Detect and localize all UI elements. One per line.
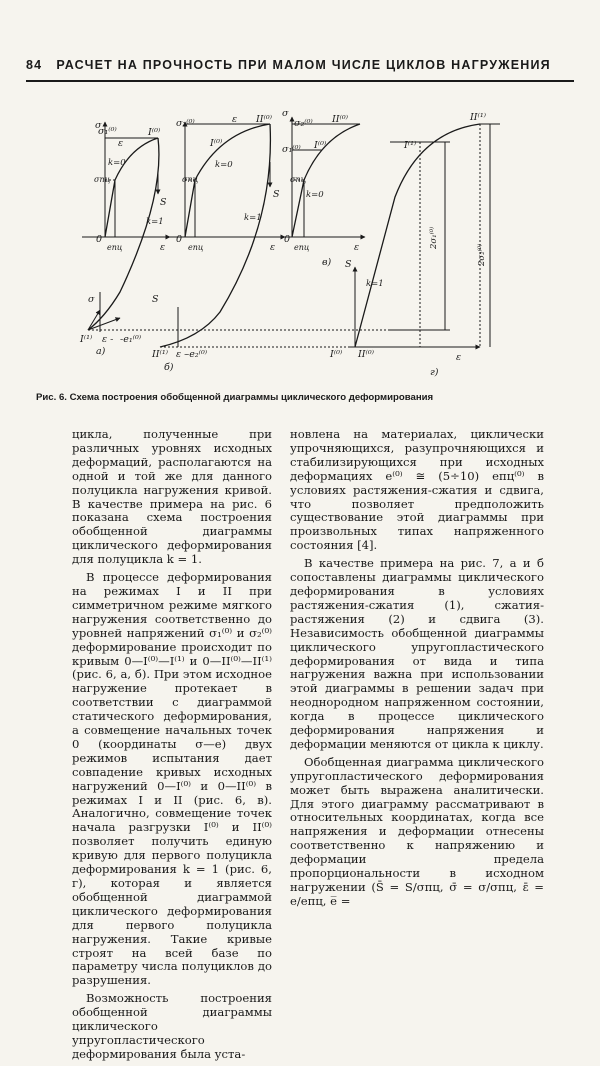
label-a-I1: I⁽¹⁾ — [80, 334, 93, 345]
label-b-neg-e2: -e₂⁽⁰⁾ — [186, 349, 208, 360]
label-a-epc: eпц — [107, 243, 123, 252]
right-column — [290, 428, 544, 913]
running-title: РАСЧЕТ НА ПРОЧНОСТЬ ПРИ МАЛОМ ЧИСЛЕ ЦИКЛОВ НАГРУЖЕНИЯ — [56, 58, 551, 72]
label-v-I0: I⁽⁰⁾ — [314, 140, 327, 151]
label-g-S: S — [345, 259, 352, 270]
curve-g-unified — [355, 124, 480, 347]
label-a-e: ε — [118, 138, 124, 149]
label-b-sigma: σ₂⁽⁰⁾ — [176, 118, 195, 129]
label-g-II1: II⁽¹⁾ — [470, 112, 486, 123]
right-paragraph-3: Обобщенная диаграмма циклического упругопластического деформирования может быть выражена аналитически. Для этого диаграмму рассматривают в относительных координатах, когда все напряжения и деформации отнесены соответственно к напряжению и деформации предела пропорциональности в исходном нагружении (S̄ = S/σпц, σ̄ = σ/σпц, ε̄ = e/eпц, e̅ = — [290, 754, 544, 908]
left-column — [72, 428, 272, 1066]
label-v-spc: σпц — [290, 175, 307, 184]
label-panel-g: г) — [430, 367, 439, 378]
header-rule — [26, 80, 574, 82]
label-b-I0: I⁽⁰⁾ — [210, 138, 223, 149]
label-g-II0: II⁽⁰⁾ — [358, 349, 374, 360]
label-b-e-axis: ε — [270, 242, 276, 253]
right-paragraph-1: новлена на материалах, циклически упрочняющихся, разупрочняющихся и стабилизирующихся при исходных деформациях e⁽⁰⁾ ≅ (5÷10) eпц⁽⁰⁾ в условиях растяжения-сжатия и сдвига, что позволяет предположить существование этой диаграммы при произвольных типах напряженного состояния [4]. — [290, 427, 544, 553]
label-g-2s2: 2σ₂⁽⁰⁾ — [477, 243, 487, 266]
label-a-neg-e1: -e₁⁽⁰⁾ — [120, 334, 142, 345]
left-paragraph-3: Возможность построения обобщенной диаграммы циклического упругопластического деформирования была уста- — [72, 991, 272, 1061]
label-b-spc: σпц — [182, 175, 199, 184]
label-panel-a: а) — [96, 346, 106, 357]
label-v-k0: k=0 — [306, 190, 324, 200]
label-a-neg-e: ε - — [102, 334, 114, 345]
label-b-e: ε — [232, 114, 238, 125]
label-v-epc: eпц — [294, 243, 310, 252]
label-b-neg-e: ε - — [176, 349, 188, 360]
label-b-k0: k=0 — [215, 160, 233, 170]
label-b-epc: eпц — [188, 243, 204, 252]
label-b-S: S — [273, 189, 280, 200]
label-a-zero: 0 — [96, 234, 103, 245]
label-v-zero: 0 — [284, 234, 291, 245]
label-v-sigma1: σ₁⁽⁰⁾ — [282, 144, 301, 155]
label-a-spc: σпц — [94, 175, 111, 184]
label-a-S: S — [160, 197, 167, 208]
label-v-II0: II⁽⁰⁾ — [332, 114, 348, 125]
right-paragraph-2: В качестве примера на рис. 7, а и б сопоставлены диаграммы циклического деформирования в условиях растяжения-сжатия (1), сжатия-растяжения (2) и сдвига (3). Независимость обобщенной диаграммы циклического упругопластического деформирования от вида и типа нагружения важна при использовании этой диаграммы в решении задач при неоднородном напряженном состоянии, когда в процессе циклического деформирования напряжения и деформации меняются от цикла к циклу. — [290, 556, 544, 751]
label-g-I0: I⁽⁰⁾ — [330, 349, 343, 360]
label-b-II1: II⁽¹⁾ — [152, 349, 168, 360]
label-g-k1: k=1 — [366, 279, 384, 289]
left-paragraph-2: В процессе деформирования на режимах I и II при симметричном режиме мягкого нагружения соответственно до уровней напряжений σ₁⁽⁰⁾ и σ₂⁽⁰⁾ деформирование происходит по кривым 0—I⁽⁰⁾—I⁽¹⁾ и 0—II⁽⁰⁾—II⁽¹⁾ (рис. 6, а, б). При этом исходное нагружение протекает в соответствии с диаграммой статического деформирования, а совмещение начальных точек 0 (координаты σ—е) двух режимов испытания дает совпадение кривых исходных нагружений 0—I⁽⁰⁾ и 0—II⁽⁰⁾ в режимах I и II (рис. 6, в). Аналогично, совмещение точек начала разгрузки I⁽⁰⁾ и II⁽⁰⁾ позволяет получить единую кривую для первого полуцикла деформирования k = 1 (рис. 6, г), которая и является обобщенной диаграммой циклического деформирования для первого полуцикла нагружения. Такие кривые строят на всей базе по параметру числа полуциклов до разрушения. — [72, 570, 272, 988]
label-v-sigma2: σ₂⁽⁰⁾ — [294, 118, 313, 129]
running-header — [26, 58, 574, 72]
page-number: 84 — [26, 58, 43, 72]
figure-6-diagram — [60, 102, 530, 380]
label-b-II0: II⁽⁰⁾ — [256, 114, 272, 125]
label-panel-b: б) — [164, 362, 174, 373]
label-v-sigma: σ — [282, 108, 289, 119]
label-a-sigma-low: σ — [88, 294, 95, 305]
label-a-sigma1: σ₁⁽⁰⁾ — [98, 126, 117, 137]
label-a-sigma: σ — [95, 120, 102, 131]
label-g-e-axis: ε — [456, 352, 462, 363]
label-b-S-low: S — [152, 294, 159, 305]
label-g-2s1: 2σ₁⁽⁰⁾ — [429, 226, 439, 249]
label-b-zero: 0 — [176, 234, 183, 245]
label-a-k1: k=1 — [146, 217, 164, 227]
left-paragraph-1: цикла, полученные при различных уровнях исходных деформаций, располагаются на одной и той же для данного полуцикла нагружения кривой. В качестве примера на рис. 6 показана схема построения обобщенной диаграммы циклического деформирования для полуцикла k = 1. — [72, 427, 272, 567]
label-v-e-axis: ε — [354, 242, 360, 253]
label-a-I0: I⁽⁰⁾ — [148, 127, 161, 138]
figure-caption: Рис. 6. Схема построения обобщенной диаграммы циклического деформирования — [36, 392, 434, 403]
label-b-k1: k=1 — [244, 213, 262, 223]
label-panel-v: в) — [322, 257, 332, 268]
label-a-k0: k=0 — [108, 158, 126, 168]
label-g-I1: I⁽¹⁾ — [404, 140, 417, 151]
label-a-e-axis: ε — [160, 242, 166, 253]
